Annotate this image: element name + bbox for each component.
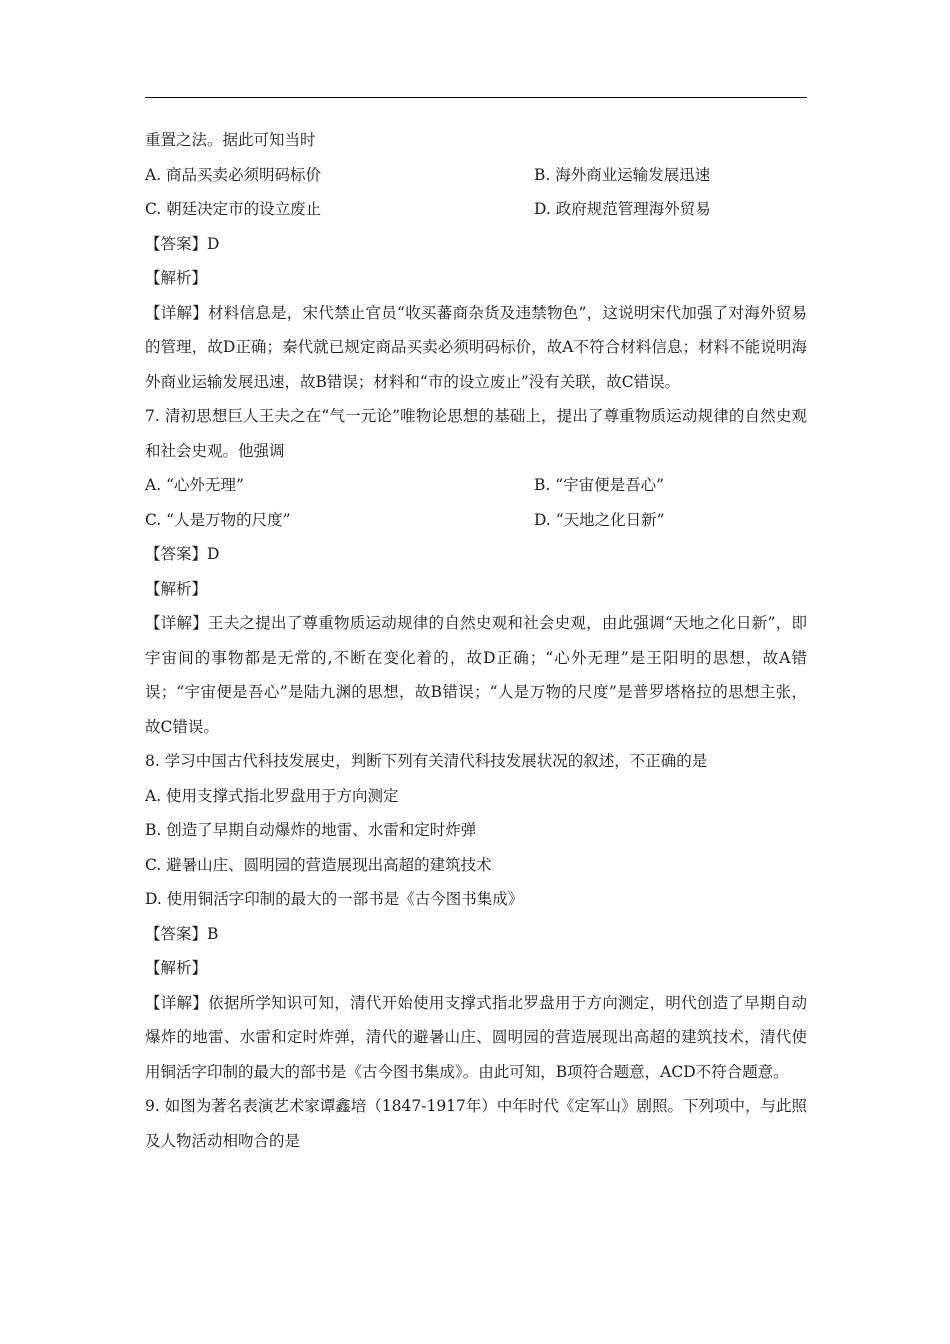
question-7-option-d: D. “天地之化日新”: [534, 510, 665, 529]
question-7-option-a: A. “心外无理”: [145, 476, 244, 494]
question-6-detail: 【详解】材料信息是，宋代禁止官员“收买蕃商杂货及违禁物色”，这说明宋代加强了对海外贸易的管理，故D正确；秦代就已规定商品买卖必须明码标价，故A不符合材料信息；材料不能说明海外商业运输发展迅速，故B错误；材料和“市的设立废止”没有关联，故C错误。: [145, 303, 807, 391]
question-8-answer: 【答案】B: [145, 924, 219, 943]
document-body: [145, 123, 807, 1158]
question-7-analysis-label: 【解析】: [145, 579, 208, 598]
header-rule: [145, 97, 807, 98]
question-7-options-row-2: [145, 503, 807, 538]
question-8-option-d: D. 使用铜活字印制的最大的一部书是《古今图书集成》: [145, 890, 524, 908]
question-6-option-a: A. 商品买卖必须明码标价: [145, 165, 322, 184]
question-7-stem: 7. 清初思想巨人王夫之在“气一元论”唯物论思想的基础上，提出了尊重物质运动规律的自然史观和社会史观。他强调: [145, 407, 807, 460]
question-8-option-b: B. 创造了早期自动爆炸的地雷、水雷和定时炸弹: [145, 821, 477, 839]
question-8-analysis-label: 【解析】: [145, 959, 208, 977]
question-6-analysis-label: 【解析】: [145, 269, 208, 287]
question-6-option-d: D. 政府规范管理海外贸易: [534, 200, 711, 218]
question-6-answer: 【答案】D: [145, 234, 220, 253]
question-8-option-a: A. 使用支撑式指北罗盘用于方向测定: [145, 786, 399, 805]
question-8-detail: 【详解】依据所学知识可知，清代开始使用支撑式指北罗盘用于方向测定，明代创造了早期自动爆炸的地雷、水雷和定时炸弹，清代的避暑山庄、圆明园的营造展现出高超的建筑技术，清代使用铜活字印制的最大的部书是《古今图书集成》。由此可知，B项符合题意，ACD不符合题意。: [145, 993, 807, 1081]
question-8-option-c: C. 避暑山庄、圆明园的营造展现出高超的建筑技术: [145, 855, 492, 874]
question-6-option-c: C. 朝廷决定市的设立废止: [145, 200, 322, 218]
question-9-stem: 9. 如图为著名表演艺术家谭鑫培（1847-1917年）中年时代《定军山》剧照。下列项中，与此照及人物活动相吻合的是: [145, 1097, 807, 1150]
question-8-stem: 8. 学习中国古代科技发展史，判断下列有关清代科技发展状况的叙述，不正确的是: [145, 752, 708, 770]
question-6-options-row-2: [145, 192, 807, 227]
question-6-option-b: B. 海外商业运输发展迅速: [534, 165, 711, 184]
question-7-answer: 【答案】D: [145, 545, 220, 563]
question-7-option-c: C. “人是万物的尺度”: [145, 510, 291, 529]
question-7-options-row-1: [145, 468, 807, 503]
question-7-detail: 【详解】王夫之提出了尊重物质运动规律的自然史观和社会史观，由此强调“天地之化日新”，即宇宙间的事物都是无常的,不断在变化着的，故D正确；“心外无理”是王阳明的思想，故A错误；“宇宙便是吾心”是陆九渊的思想，故B错误；“人是万物的尺度”是普罗塔格拉的思想主张，故C错误。: [145, 614, 807, 736]
question-6-stem-end: 重置之法。据此可知当时: [145, 131, 316, 149]
question-6-options-row-1: [145, 158, 807, 193]
question-7-option-b: B. “宇宙便是吾心”: [534, 476, 665, 494]
